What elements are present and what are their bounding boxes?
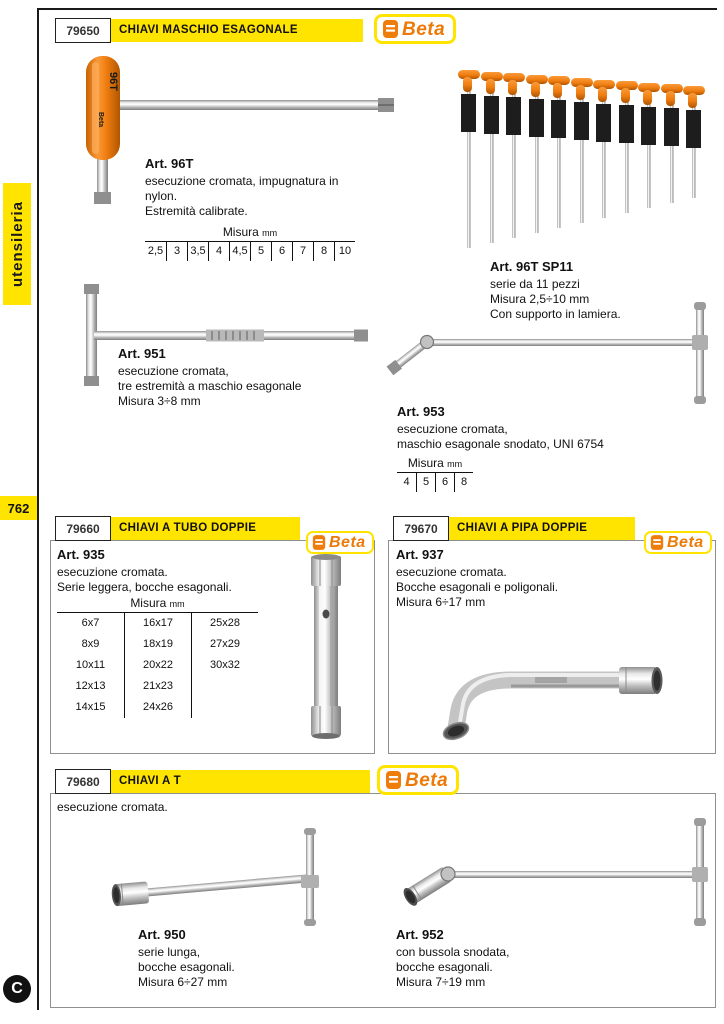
publisher-mark: C [11, 980, 23, 997]
size-cell: 6x7 [81, 617, 100, 629]
size-cell: 18x19 [143, 638, 173, 650]
size-cell: 14x15 [75, 701, 106, 713]
description-line: esecuzione cromata. [57, 565, 168, 579]
size-cell: 8 [454, 473, 473, 492]
description-line: Estremità calibrate. [145, 204, 248, 218]
article-number: Art. 953 [397, 404, 445, 419]
section-79680-header [55, 770, 370, 793]
handle-size-label: 96T [107, 72, 119, 91]
description-line: Misura 2,5÷10 mm [490, 292, 590, 306]
section-79680-code: 79680 [55, 769, 111, 794]
sidebar-category-tab [3, 183, 31, 305]
product-951-info [118, 346, 368, 409]
size-cell: 24x26 [143, 701, 173, 713]
size-row [145, 242, 355, 261]
hex-key-set-sp11-image [455, 42, 711, 254]
beta-logo [377, 765, 459, 795]
description-line: bocche esagonali. [138, 960, 235, 974]
article-number: Art. 951 [118, 346, 166, 361]
pipe-wrench-937-image [415, 636, 665, 748]
product-952-info [396, 927, 616, 990]
description-line: con bussola snodata, [396, 945, 510, 959]
description-line: Misura 6÷17 mm [396, 595, 486, 609]
product-953-info [397, 404, 697, 492]
size-grid [57, 613, 258, 718]
page-number: 762 [0, 496, 37, 520]
size-cell: 21x23 [143, 680, 173, 692]
size-cell: 6 [271, 242, 292, 261]
beta-wordmark: Beta [329, 533, 366, 551]
section-79670-header [393, 517, 635, 540]
size-cell: 4 [208, 242, 229, 261]
section-79660-code: 79660 [55, 516, 111, 541]
misura-label: Misura mm [57, 596, 258, 613]
size-cell: 27x29 [210, 638, 240, 650]
description-line: bocche esagonali. [396, 960, 493, 974]
size-cell: 7 [292, 242, 313, 261]
size-cell: 3,5 [187, 242, 208, 261]
article-number: Art. 950 [138, 927, 186, 942]
product-937-info [396, 547, 626, 610]
size-cell: 8x9 [81, 638, 100, 650]
article-number: Art. 952 [396, 927, 444, 942]
section-79650-code: 79650 [55, 18, 111, 43]
description-line: Misura 7÷19 mm [396, 975, 486, 989]
description-line: esecuzione cromata, [397, 422, 508, 436]
size-cell: 5 [250, 242, 271, 261]
tube-wrench-935-image [297, 552, 355, 740]
key-set [458, 70, 705, 248]
beta-emblem-icon [382, 19, 399, 39]
size-cell [192, 697, 258, 718]
section-79660-title: CHIAVI A TUBO DOPPIE [119, 522, 257, 534]
description-line: esecuzione cromata, [118, 364, 229, 378]
size-column [124, 613, 191, 718]
article-number: Art. 935 [57, 547, 105, 562]
size-cell: 10 [334, 242, 355, 261]
size-cell: 25x28 [210, 617, 240, 629]
section-79650-title: CHIAVI MASCHIO ESAGONALE [119, 24, 298, 36]
description-line: serie da 11 pezzi [490, 277, 580, 291]
beta-logo [306, 531, 374, 554]
size-cell: 3 [166, 242, 187, 261]
size-cell: 8 [313, 242, 334, 261]
article-number: Art. 96T SP11 [490, 259, 574, 274]
handle-brand-label: Beta [97, 112, 104, 128]
size-cell: 16x17 [143, 617, 173, 629]
description-line: Con supporto in lamiera. [490, 307, 621, 321]
beta-logo [644, 531, 712, 554]
size-cell: 30x32 [210, 659, 240, 671]
article-number: Art. 96T [145, 156, 194, 171]
product-935-info [57, 547, 287, 595]
beta-emblem-icon [385, 770, 402, 790]
size-table-96t [145, 225, 355, 261]
section-79660-header [55, 517, 300, 540]
size-cell: 6 [435, 473, 454, 492]
product-96t-info [145, 156, 363, 261]
description-line: Misura 3÷8 mm [118, 394, 201, 408]
size-row [397, 473, 473, 492]
page-frame-top [37, 8, 717, 10]
misura-label: Misura mm [397, 456, 473, 473]
article-number: Art. 937 [396, 547, 444, 562]
page-frame-left [37, 8, 39, 1010]
swivel-t-952-image [390, 812, 716, 930]
description-line: Bocche esagonali e poligonali. [396, 580, 559, 594]
description-line: tre estremità a maschio esagonale [118, 379, 302, 393]
description-line: Serie leggera, bocche esagonali. [57, 580, 232, 594]
description-line: esecuzione cromata, impugnatura in nylon. [145, 174, 339, 203]
size-column [57, 613, 124, 718]
description-line: Misura 6÷27 mm [138, 975, 228, 989]
section-79670-code: 79670 [393, 516, 449, 541]
size-cell [192, 676, 258, 697]
size-table-953 [397, 456, 473, 492]
publisher-logo [3, 975, 31, 1003]
beta-emblem-icon [650, 534, 664, 551]
beta-wordmark: Beta [405, 769, 449, 791]
size-cell: 12x13 [75, 680, 106, 692]
description-line: esecuzione cromata. [396, 565, 507, 579]
size-cell: 10x11 [75, 659, 106, 671]
section-79680-intro: esecuzione cromata. [57, 800, 168, 814]
size-cell: 2,5 [147, 245, 164, 257]
section-79680-title: CHIAVI A T [119, 775, 181, 787]
size-table-935 [57, 596, 258, 718]
t-wrench-950-image [108, 826, 356, 928]
swivel-t-953-image [383, 300, 717, 406]
size-cell: 20x22 [143, 659, 173, 671]
description-line: serie lunga, [138, 945, 201, 959]
size-cell: 5 [416, 473, 435, 492]
beta-wordmark: Beta [402, 18, 446, 40]
section-79670-title: CHIAVI A PIPA DOPPIE [457, 522, 588, 534]
product-950-info [138, 927, 338, 990]
size-column [191, 613, 258, 718]
size-cell: 4 [403, 476, 410, 488]
description-line: maschio esagonale snodato, UNI 6754 [397, 437, 604, 451]
section-79650-header [55, 19, 363, 42]
misura-label: Misura mm [145, 225, 355, 242]
size-cell: 4,5 [229, 242, 250, 261]
beta-logo [374, 14, 456, 44]
beta-wordmark: Beta [667, 533, 704, 551]
sidebar-category-label: utensileria [8, 200, 26, 288]
beta-emblem-icon [312, 534, 326, 551]
